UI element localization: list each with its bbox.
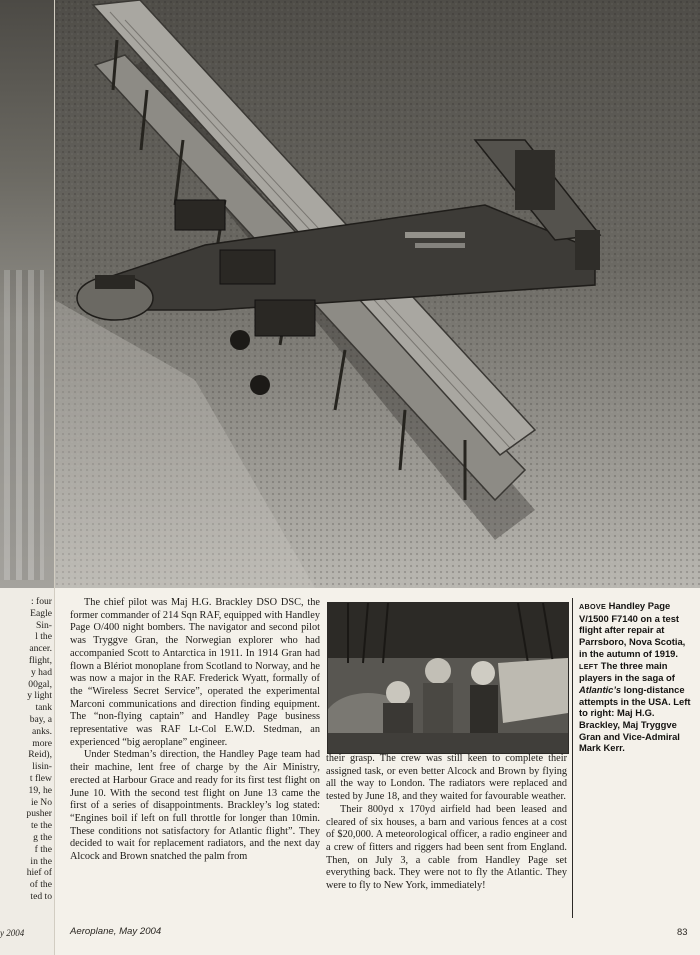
- article-column-2: [326, 753, 567, 893]
- previous-page-text-line: bay, a: [29, 713, 52, 725]
- article-paragraph: Under Stedman’s direction, the Handley Page team had their machine, lent free of charge by the Air Ministry, erected at Harbour Grace and ready for its first test flight on June 10. With the second test flight on June 13 came the first of a series of disappointments. Brackley’s log stated: “Engines boil if left on full throttle for longer than 10min. These conditions not satisfactory for Atlantic flight”. They decided to wait for replacement radiators, and the next day Alcock and Brown snatched the palm from: [70, 749, 320, 863]
- caption-above: [579, 600, 694, 660]
- previous-page-text-line: ted to: [30, 890, 52, 902]
- article-paragraph: The chief pilot was Maj H.G. Brackley DSO DSC, the former commander of 214 Sqn RAF, equipped with Handley Page O/400 night bombers. The navigator and second pilot was Tryggve Gran, the Norwegian explorer who had accompanied Scott to Antarctica in 1911. In 1914 Gran had flown a Blériot monoplane from Scotland to Norway, and he was now a major in the RAF. Frederick Wyatt, formally of the “Wireless Secret Service”, operated the experimental Marconi communications and direction finding equipment. The “non-flying captain” and Handley Page business representative was RAF Lt-Col E.W.D. Stedman, an experienced “big aeroplane” engineer.: [70, 597, 320, 748]
- article-paragraph: their grasp. The crew was still keen to complete their assigned task, or even better Alcock and Brown by flying all the way to London. The radiators were replaced and tested by June 18, and they waited for favourable weather.: [326, 753, 567, 803]
- caption-left-italic: Atlantic’s: [579, 683, 622, 695]
- previous-page-text-line: l the: [35, 631, 52, 643]
- caption-above-text: Handley Page V/1500 F7140 on a test flight after repair at Parrsboro, Nova Scotia, in the autumn of 1919.: [579, 600, 686, 659]
- previous-page-text-line: in the: [30, 855, 52, 867]
- inset-photo-illustration: [328, 603, 568, 753]
- previous-page-text-line: t flew: [29, 772, 52, 784]
- previous-page-edge: [0, 0, 55, 955]
- caption-divider: [572, 598, 573, 918]
- previous-page-text-line: te the: [30, 820, 52, 832]
- previous-page-text-line: Reid),: [28, 749, 52, 761]
- previous-page-text-line: hief of: [26, 867, 52, 879]
- previous-page-text-line: flight,: [28, 654, 52, 666]
- previous-page-text-line: 00gal,: [28, 678, 52, 690]
- previous-page-text-line: g the: [33, 831, 52, 843]
- main-photo-biplane: [55, 0, 700, 588]
- previous-page-photo-edge: [0, 0, 54, 588]
- previous-page-text-line: 19, he: [28, 784, 52, 796]
- previous-page-text-line: : four: [30, 596, 52, 607]
- previous-page-text-line: lisin-: [32, 761, 52, 773]
- previous-page-text-line: tank: [35, 702, 52, 714]
- previous-page-text-line: Eagle: [30, 607, 52, 619]
- previous-page-text-line: more: [32, 737, 52, 749]
- previous-page-text-line: y light: [27, 690, 52, 702]
- caption-tag-left: LEFT: [579, 661, 599, 671]
- previous-page-text-line: anks.: [32, 725, 52, 737]
- previous-page-text-line: Sin-: [36, 619, 52, 631]
- previous-page-text-line: y had: [30, 666, 52, 678]
- biplane-illustration: [55, 0, 700, 588]
- page-number: 83: [677, 926, 688, 937]
- inset-photo-three-men: [327, 602, 569, 754]
- previous-page-folio: y 2004: [0, 928, 25, 938]
- article-column-1: [70, 597, 320, 864]
- caption-left-text-2: long-distance attempts in the USA. Left to right: Maj H.G. Brackley, Maj Tryggve Gran and Vice-Admiral Mark Kerr.: [579, 683, 691, 754]
- previous-page-text-line: f the: [34, 843, 52, 855]
- previous-page-text-line: of the: [29, 879, 52, 891]
- previous-page-text-line: pusher: [26, 808, 52, 820]
- previous-page-text-line: ancer.: [29, 643, 52, 655]
- previous-page-text-fragments: [0, 596, 52, 903]
- publication-footer: Aeroplane, May 2004: [70, 926, 162, 937]
- caption-tag-above: ABOVE: [579, 602, 607, 611]
- photo-caption: [579, 600, 694, 754]
- article-paragraph: Their 800yd x 170yd airfield had been leased and cleared of six houses, a barn and various fences at a cost of $20,000. A meteorological officer, a radio engineer and a crew of fitters and riggers had been sent from England. Then, on July 3, a cable from Handley Page set everything back. They were not to fly the Atlantic. They were to fly to New York, immediately!: [326, 803, 567, 892]
- previous-page-text-line: ie No: [30, 796, 52, 808]
- caption-left: [579, 660, 694, 755]
- caption-left-text-1: The three main players in the saga of: [579, 659, 675, 684]
